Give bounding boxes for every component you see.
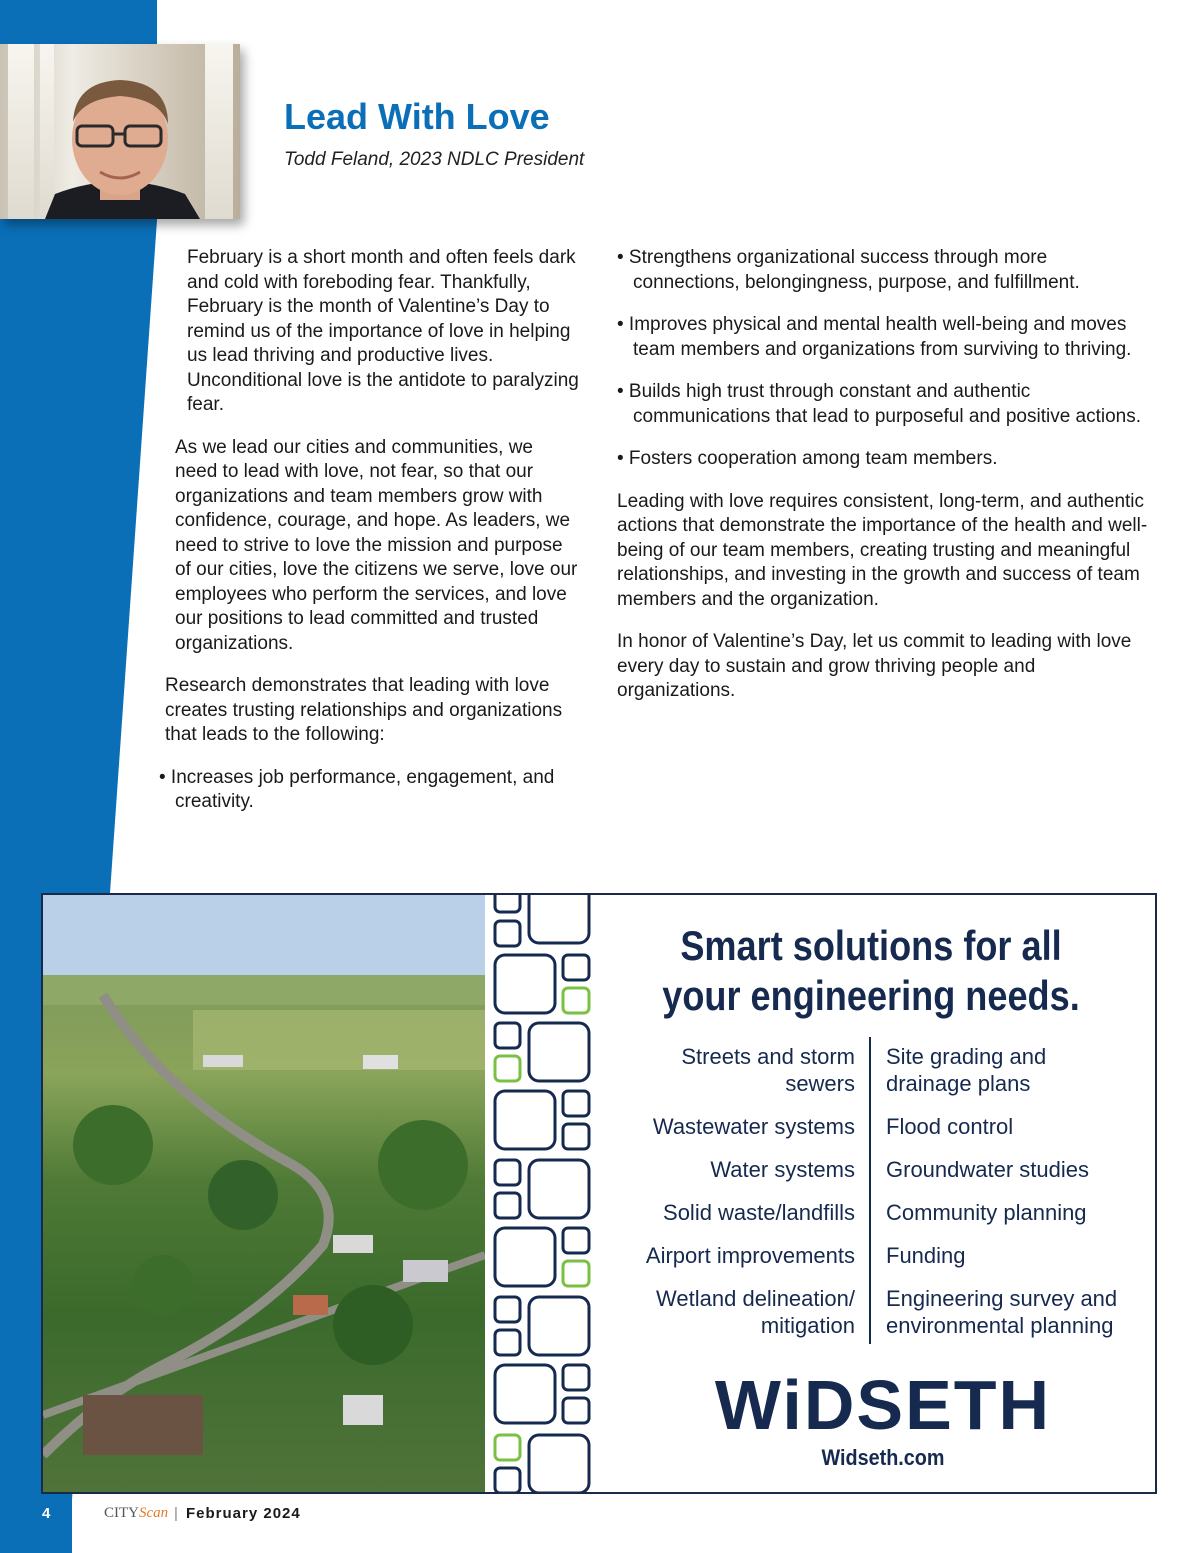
service-item: Wastewater systems <box>652 1114 855 1139</box>
magazine-logo-city: CITY <box>104 1505 139 1521</box>
article-paragraph: Leading with love requires consistent, long-term, and authentic actions that demonstrate the importance of the health and well-being of our team members, creating trusting and meaningful relationships, and investing in the growth and success of team members and the organization. <box>617 490 1148 610</box>
services-divider <box>869 1037 871 1344</box>
service-item: Community planning <box>886 1200 1087 1225</box>
service-item: Engineering survey and environmental planning <box>886 1286 1118 1338</box>
article-paragraph: As we lead our cities and communities, we need to lead with love, not fear, so that our organizations and team members grow with confidence, courage, and hope. As leaders, we need to strive to love the mission and purpose of our cities, love the citizens we serve, love our employees who perform the services, and love our positions to lead committed and trusted organizations. <box>175 436 578 654</box>
article-bullet: • Builds high trust through constant and authentic communications that lead to purposeful and positive actions. <box>617 381 1142 427</box>
author-portrait-illustration <box>0 44 240 219</box>
article-bullet: • Increases job performance, engagement, and creativity. <box>159 766 555 812</box>
service-item: Water systems <box>710 1157 855 1182</box>
article-bullet: • Strengthens organizational success through more connections, belongingness, purpose, and fulfillment. <box>617 247 1080 293</box>
author-photo <box>0 44 240 219</box>
article-paragraph: Research demonstrates that leading with love creates trusting relationships and organizations that leads to the following: <box>165 675 563 745</box>
aerial-photo-illustration <box>43 895 485 1492</box>
article-right-column <box>617 246 1157 722</box>
article-paragraph: February is a short month and often feels dark and cold with foreboding fear. Thankfully, February is the month of Valentine’s Day to remind us of the importance of love in helping us lead thriving and productive lives. Unconditional love is the antidote to paralyzing fear. <box>187 247 579 415</box>
service-item: Solid waste/landfills <box>663 1200 855 1225</box>
magazine-logo-scan: Scan <box>139 1505 169 1521</box>
aerial-town-photo <box>43 895 485 1492</box>
service-item: Flood control <box>886 1114 1014 1139</box>
service-item: Groundwater studies <box>886 1157 1089 1182</box>
service-item: Wetland delineation/ mitigation <box>656 1286 855 1338</box>
article-byline: Todd Feland, 2023 NDLC President <box>284 149 585 170</box>
ad-headline-line: Smart solutions for all <box>680 922 1062 969</box>
ad-headline <box>647 921 1094 1021</box>
article-left-column <box>159 246 580 833</box>
article-paragraph: In honor of Valentine’s Day, let us commit to leading with love every day to sustain and grow thriving people and organizations. <box>617 631 1132 701</box>
service-item: Streets and storm sewers <box>681 1044 855 1096</box>
decorative-tile-pattern <box>485 895 597 1492</box>
service-item: Funding <box>886 1243 966 1268</box>
article-title: Lead With Love <box>284 96 550 137</box>
ad-website-link[interactable]: Widseth.com <box>821 1445 945 1470</box>
service-item: Airport improvements <box>645 1243 855 1268</box>
issue-date: February 2024 <box>186 1505 301 1522</box>
article-bullet: • Improves physical and mental health well-being and moves team members and organizations from surviving to thriving. <box>617 314 1132 360</box>
page-number: 4 <box>42 1505 51 1522</box>
footer-separator: | <box>174 1505 178 1522</box>
widseth-logo: WiDSETH <box>714 1366 1052 1444</box>
magazine-logo <box>104 1505 168 1522</box>
service-item: Site grading and drainage plans <box>886 1044 1047 1096</box>
article-bullet: • Fosters cooperation among team members. <box>617 448 998 469</box>
widseth-advertisement[interactable] <box>41 893 1157 1494</box>
ad-headline-line: your engineering needs. <box>662 972 1080 1019</box>
